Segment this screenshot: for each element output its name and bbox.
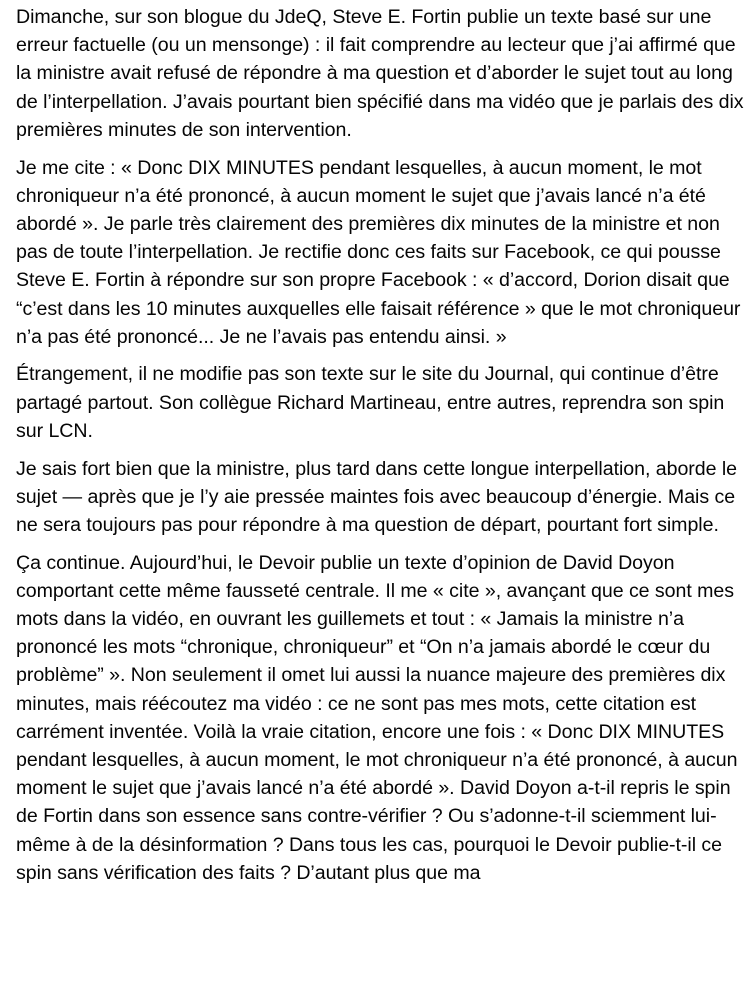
paragraph-5: Ça continue. Aujourd’hui, le Devoir publie un texte d’opinion de David Doyon comportant cette même fausseté centrale. Il me « cite », avançant que ce sont mes mots dans la vidéo, en ouvrant les guillemets et tout : « Jamais la ministre n’a prononcé les mots “chronique, chroniqueur” et “On n’a jamais abordé le cœur du problème” ». Non seulement il omet lui aussi la nuance majeure des premières dix minutes, mais réécoutez ma vidéo : ce ne sont pas mes mots, cette citation est carrément inventée. Voilà la vraie citation, encore une fois : « Donc DIX MINUTES pendant lesquelles, à aucun moment, le mot chroniqueur n’a été prononcé, à aucun moment le sujet que j’avais lancé n’a été abordé ». David Doyon a-t-il repris le spin de Fortin dans son essence sans contre-vérifier ? Ou s’adonne-t-il sciemment lui-même à de la désinformation ? Dans tous les cas, pourquoi le Devoir publie-t-il ce spin sans vérification des faits ? D’autant plus que ma xyxy=(16,551,738,884)
paragraph-1: Dimanche, sur son blogue du JdeQ, Steve E. Fortin publie un texte basé sur une erreur factuelle (ou un mensonge) : il fait comprendre au lecteur que j’ai affirmé que la ministre avait refusé de répondre à ma question et d’aborder le sujet tout au long de l’interpellation. J’avais pourtant bien spécifié dans ma vidéo que je parlais des dix premières minutes de son intervention. xyxy=(16,6,744,141)
paragraph-4: Je sais fort bien que la ministre, plus tard dans cette longue interpellation, aborde le sujet — après que je l’y aie pressée maintes fois avec beaucoup d’énergie. Mais ce ne sera toujours pas pour répondre à ma question de départ, pourtant fort simple. xyxy=(16,457,738,536)
paragraph-2: Je me cite : « Donc DIX MINUTES pendant lesquelles, à aucun moment, le mot chroniqueur n’a été prononcé, à aucun moment le sujet que j’avais lancé n’a été abordé ». Je parle très clairement des premières dix minutes de la ministre et non pas de toute l’interpellation. Je rectifie donc ces faits sur Facebook, ce qui pousse Steve E. Fortin à répondre sur son propre Facebook : « d’accord, Dorion disait que “c’est dans les 10 minutes auxquelles elle faisait référence » que le mot chroniqueur n’a pas été prononcé... Je ne l’avais pas entendu ainsi. » xyxy=(16,156,741,348)
post-body xyxy=(16,3,744,897)
paragraph-3: Étrangement, il ne modifie pas son texte sur le site du Journal, qui continue d’être partagé partout. Son collègue Richard Martineau, entre autres, reprendra son spin sur LCN. xyxy=(16,363,725,442)
